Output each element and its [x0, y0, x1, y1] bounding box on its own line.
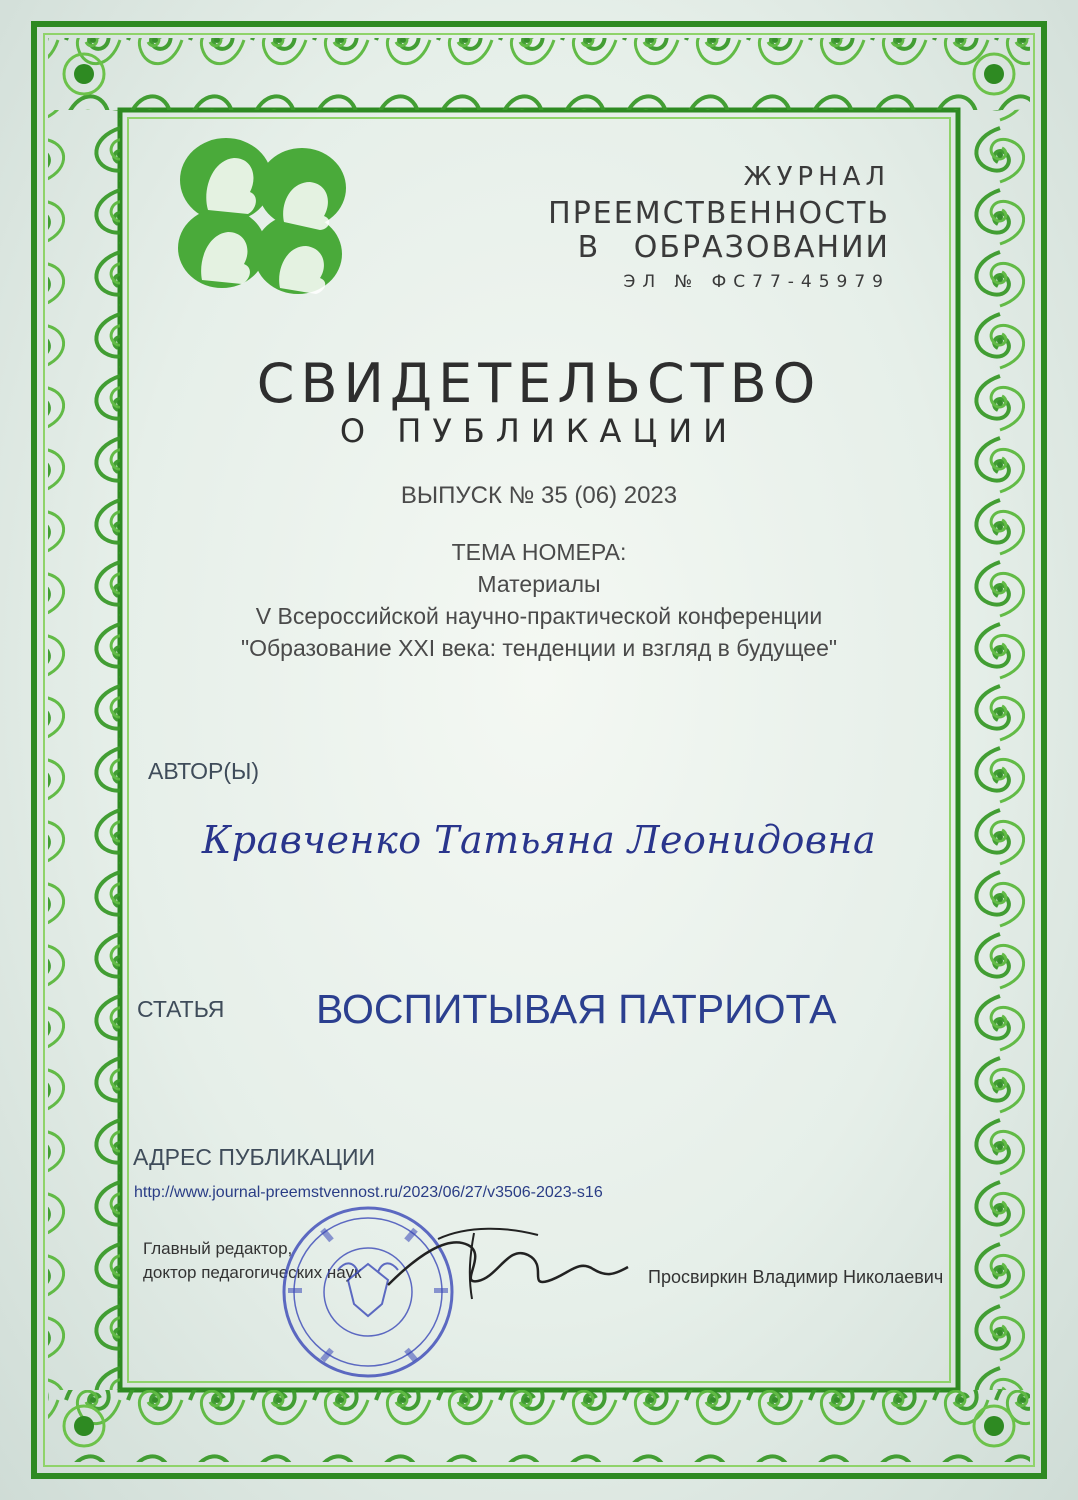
certificate-title: СВИДЕТЕЛЬСТВО: [256, 352, 822, 415]
publication-url-link[interactable]: http://www.journal-preemstvennost.ru/2023/06/27/v3506-2023-s16: [134, 1184, 603, 1201]
theme-line2: V Всероссийской научно-практической конференции: [255, 603, 823, 629]
author-name: Кравченко Татьяна Леонидовна: [201, 818, 877, 862]
article-title: ВОСПИТЫВАЯ ПАТРИОТА: [316, 986, 837, 1032]
theme-label: ТЕМА НОМЕРА:: [451, 539, 627, 565]
issue-theme: [0, 536, 1078, 664]
editor-signature-icon: [378, 1215, 638, 1315]
editor-role-line1: Главный редактор,: [143, 1239, 293, 1258]
journal-name-line1: ПРЕЕМСТВЕННОСТЬ: [548, 196, 890, 231]
journal-logo-icon: [168, 130, 354, 298]
journal-label: ЖУРНАЛ: [743, 162, 890, 192]
author-label: АВТОР(Ы): [148, 758, 260, 784]
article-label: СТАТЬЯ: [137, 996, 225, 1022]
certificate-subtitle: О ПУБЛИКАЦИИ: [339, 412, 739, 450]
journal-name-line2: В ОБРАЗОВАНИИ: [577, 230, 890, 265]
theme-line3: "Образование XXI века: тенденции и взгляд в будущее": [240, 635, 838, 661]
issue-number: ВЫПУСК № 35 (06) 2023: [400, 482, 678, 509]
editor-role-line2: доктор педагогических наук: [143, 1263, 362, 1282]
theme-line1: Материалы: [477, 571, 601, 597]
editor-name: Просвиркин Владимир Николаевич: [648, 1267, 944, 1287]
address-label: АДРЕС ПУБЛИКАЦИИ: [133, 1144, 376, 1170]
journal-registration: ЭЛ № ФС77-45979: [623, 272, 890, 292]
